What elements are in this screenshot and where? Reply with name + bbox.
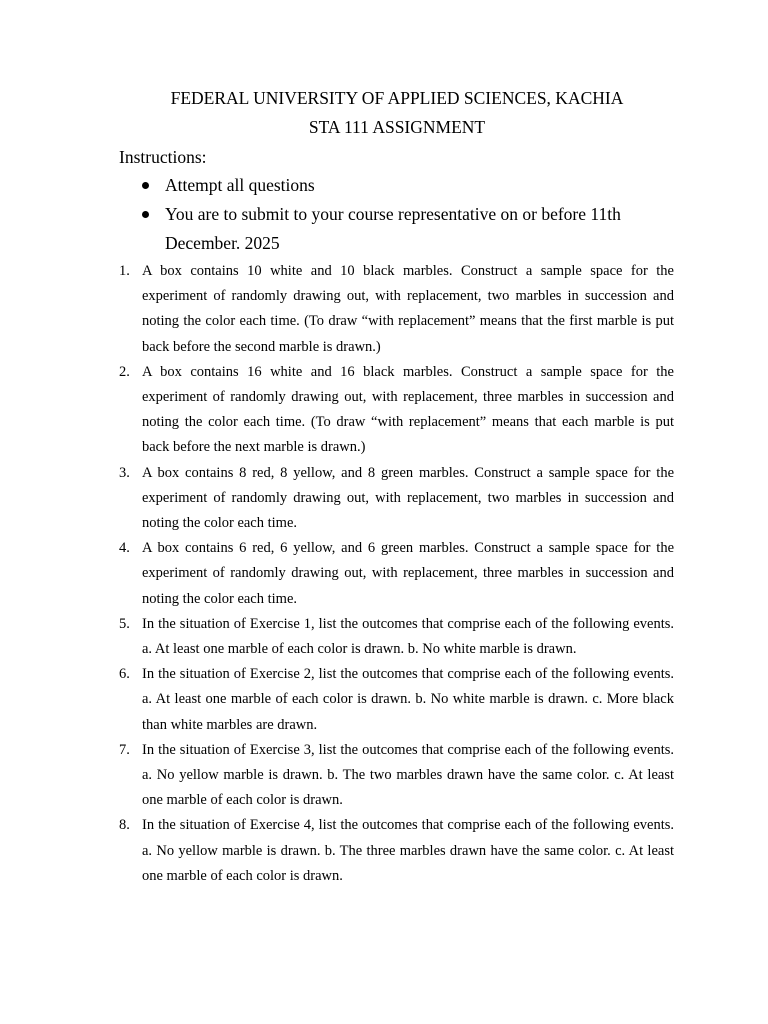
questions-list — [119, 259, 674, 889]
question-text: In the situation of Exercise 2, list the outcomes that comprise each of the following events. a. At least one marble of each color is drawn. b. No white marble is drawn. c. More black than white marbles are drawn. — [142, 666, 674, 733]
question-item — [119, 612, 674, 662]
question-item — [119, 461, 674, 537]
question-number: 7. — [119, 741, 130, 758]
question-number: 2. — [119, 363, 130, 380]
question-text: In the situation of Exercise 1, list the outcomes that comprise each of the following events. a. At least one marble of each color is drawn. b. No white marble is drawn. — [142, 615, 674, 658]
question-item — [119, 259, 674, 360]
question-item — [119, 813, 674, 889]
instructions-label: Instructions: — [119, 147, 207, 167]
question-number: 4. — [119, 540, 130, 557]
university-title: FEDERAL UNIVERSITY OF APPLIED SCIENCES, KACHIA — [170, 88, 624, 108]
question-number: 6. — [119, 666, 130, 683]
question-item — [119, 662, 674, 738]
instruction-item — [119, 171, 679, 200]
question-text: In the situation of Exercise 3, list the outcomes that comprise each of the following events. a. No yellow marble is drawn. b. The two marbles drawn have the same color. c. At least one marble of each color is drawn. — [142, 741, 674, 809]
question-text: A box contains 10 white and 10 black marbles. Construct a sample space for the experiment of randomly drawing out, with replacement, two marbles in succession and noting the color each time. (To draw “with replacement” means that the first marble is put back before the second marble is drawn.) — [142, 263, 674, 355]
instructions-list — [119, 171, 679, 258]
question-item — [119, 360, 674, 461]
instruction-item — [119, 200, 679, 258]
bullet-icon — [142, 182, 149, 189]
instruction-text: Attempt all questions — [165, 175, 315, 195]
question-number: 3. — [119, 464, 130, 481]
question-text: A box contains 16 white and 16 black marbles. Construct a sample space for the experiment of randomly drawing out, with replacement, three marbles in succession and noting the color each time. (To draw “with replacement” means that each marble is put back before the next marble is drawn.) — [142, 363, 674, 456]
question-number: 1. — [119, 263, 130, 279]
question-number: 8. — [119, 817, 130, 834]
question-item — [119, 738, 674, 814]
question-item — [119, 536, 674, 612]
question-text: A box contains 8 red, 8 yellow, and 8 green marbles. Construct a sample space for the experiment of randomly drawing out, with replacement, two marbles in succession and noting the color each time. — [142, 464, 674, 532]
question-text: In the situation of Exercise 4, list the outcomes that comprise each of the following events. a. No yellow marble is drawn. b. The three marbles drawn have the same color. c. At least one marble of each color is drawn. — [142, 817, 674, 884]
bullet-icon — [142, 211, 149, 218]
assignment-title: STA 111 ASSIGNMENT — [308, 117, 486, 137]
instruction-text: You are to submit to your course representative on or before 11th December. 2025 — [165, 204, 621, 253]
question-text: A box contains 6 red, 6 yellow, and 6 green marbles. Construct a sample space for the experiment of randomly drawing out, with replacement, three marbles in succession and noting the color each time. — [142, 540, 674, 607]
question-number: 5. — [119, 615, 130, 632]
